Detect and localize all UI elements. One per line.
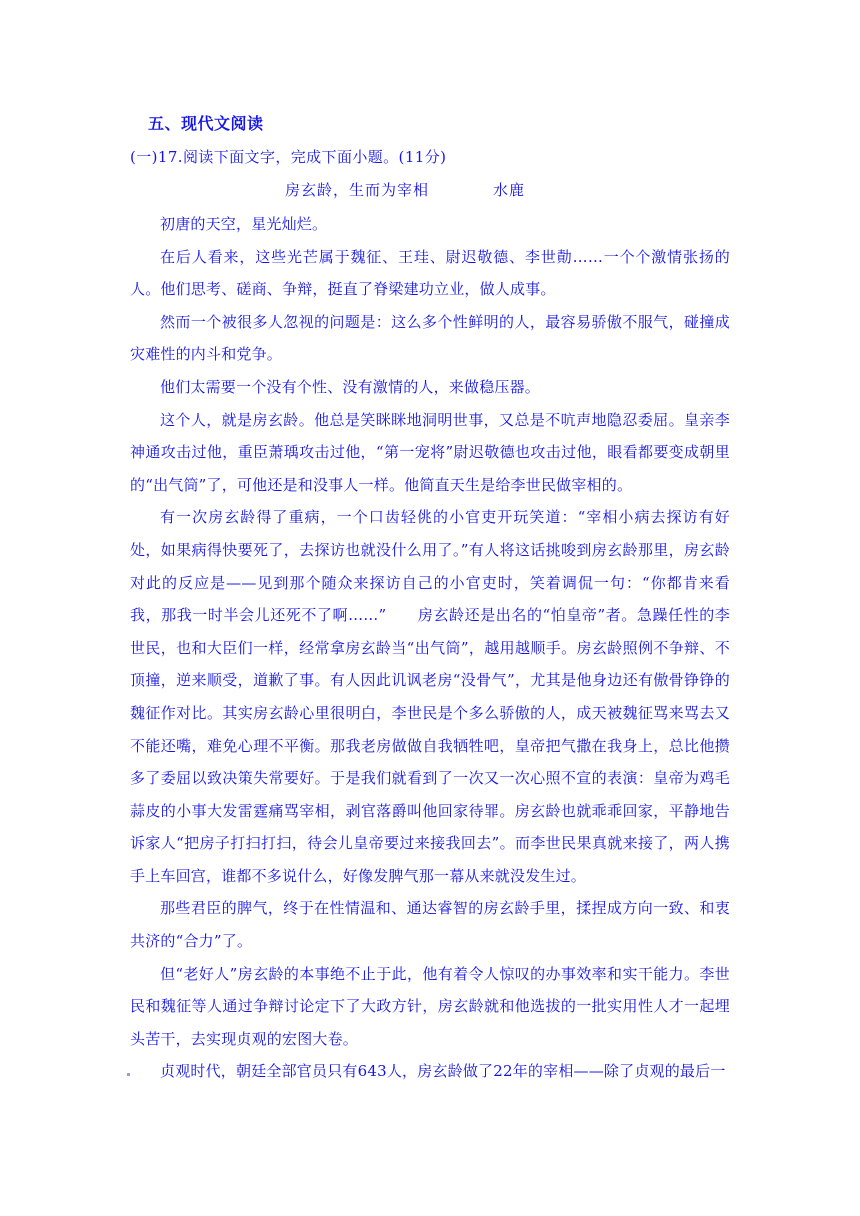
stray-mark — [127, 1073, 130, 1076]
paragraph: 初唐的天空，星光灿烂。 — [160, 215, 328, 233]
question-prompt: (一)17.阅读下面文字，完成下面小题。(11分) — [130, 148, 447, 166]
article-author: 水鹿 — [493, 181, 526, 199]
article-title: 房玄龄，生而为宰相 — [285, 181, 430, 199]
section-heading: 五、现代文阅读 — [148, 114, 264, 133]
paragraph: 贞观时代，朝廷全部官员只有643人，房玄龄做了22年的宰相——除了贞观的最后一 — [160, 1062, 726, 1081]
article-body — [130, 208, 730, 1088]
paragraph: 但“老好人”房玄龄的本事绝不止于此，他有着令人惊叹的办事效率和实干能力。李世民和魏征等人通过争辩讨论定下了大政方针，房玄龄就和他选拔的一批实用性人才一起埋头苦干，去实现贞观的宏图大卷。 — [130, 964, 730, 1048]
paragraph: 这个人，就是房玄龄。他总是笑眯眯地洞明世事，又总是不吭声地隐忍委屈。皇亲李神通攻击过他，重臣萧瑀攻击过他，“第一宠将”尉迟敬德也攻击过他，眼看都要变成朝里的“出气筒”了，可他还是和没事人一样。他简直天生是给李世民做宰相的。 — [130, 410, 730, 494]
paragraph: 有一次房玄龄得了重病，一个口齿轻佻的小官吏开玩笑道：“宰相小病去探访有好处，如果病得快要死了，去探访也就没什么用了。”有人将这话挑唆到房玄龄那里，房玄龄对此的反应是——见到那个随众来探访自己的小官吏时，笑着调侃一句：“你都肯来看我，那我一时半会儿还死不了啊……” 房玄龄还是出名的“怕皇帝”者。急躁任性的李世民，也和大臣们一样，经常拿房玄龄当“出气筒”，越用越顺手。房玄龄照例不争辩、不顶撞，逆来顺受，道歉了事。有人因此讥讽老房“没骨气”，尤其是他身边还有傲骨铮铮的魏征作对比。其实房玄龄心里很明白，李世民是个多么骄傲的人，成天被魏征骂来骂去又不能还嘴，难免心理不平衡。那我老房做做自我牺牲吧，皇帝把气撒在我身上，总比他攒多了委屈以致决策失常要好。于是我们就看到了一次又一次心照不宣的表演：皇帝为鸡毛蒜皮的小事大发雷霆痛骂宰相，剥官落爵叫他回家待罪。房玄龄也就乖乖回家，平静地告诉家人“把房子打扫打扫，待会儿皇帝要过来接我回去”。而李世民果真就来接了，两人携手上车回宫，谁都不多说什么，好像发脾气那一幕从来就没发生过。 — [130, 508, 730, 885]
paragraph: 他们太需要一个没有个性、没有激情的人，来做稳压器。 — [160, 377, 541, 396]
paragraph: 在后人看来，这些光芒属于魏征、王珪、尉迟敬德、李世勣……一个个激情张扬的人。他们思考、磋商、争辩，挺直了脊梁建功立业，做人成事。 — [130, 247, 730, 299]
paragraph: 那些君臣的脾气，终于在性情温和、通达睿智的房玄龄手里，揉捏成方向一致、和衷共济的“合力”了。 — [130, 899, 730, 951]
paragraph: 然而一个被很多人忽视的问题是：这么多个性鲜明的人，最容易骄傲不服气，碰撞成灾难性的内斗和党争。 — [130, 312, 730, 364]
